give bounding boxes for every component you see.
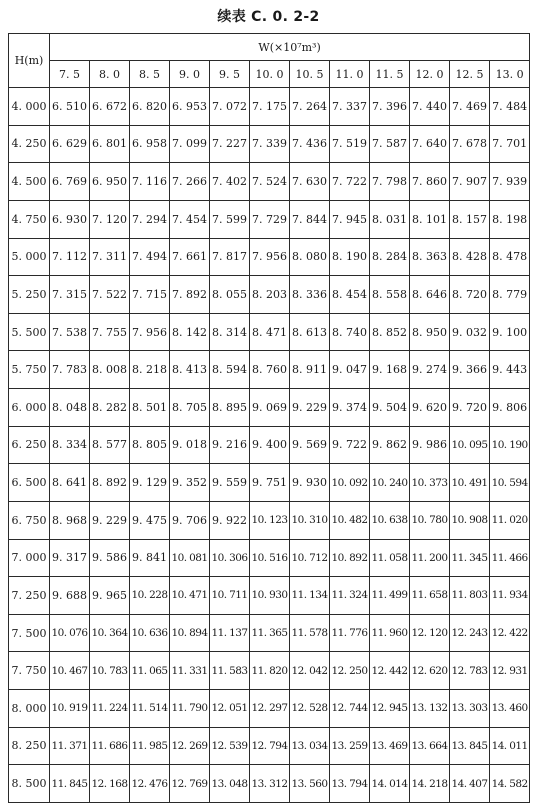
column-header: 8. 5 [130, 61, 170, 88]
row-label-h: 6. 250 [9, 426, 50, 464]
table-cell: 12. 783 [450, 652, 490, 690]
table-cell: 11. 845 [50, 765, 90, 803]
table-cell: 9. 720 [450, 389, 490, 427]
table-cell: 7. 315 [50, 276, 90, 314]
table-cell: 8. 101 [410, 200, 450, 238]
table-row [9, 351, 530, 389]
table-title: 续表 C. 0. 2-2 [217, 9, 320, 25]
row-label-h: 4. 000 [9, 88, 50, 126]
table-row [9, 652, 530, 690]
table-cell: 8. 336 [290, 276, 330, 314]
table-cell: 8. 740 [330, 313, 370, 351]
table-cell: 8. 760 [250, 351, 290, 389]
table-cell: 12. 794 [250, 727, 290, 765]
row-label-h: 6. 750 [9, 501, 50, 539]
table-cell: 6. 510 [50, 88, 90, 126]
row-label-h: 7. 000 [9, 539, 50, 577]
table-cell: 11. 776 [330, 614, 370, 652]
column-header: 9. 5 [210, 61, 250, 88]
table-cell: 10. 240 [370, 464, 410, 502]
table-cell: 8. 779 [490, 276, 530, 314]
table-cell: 12. 042 [290, 652, 330, 690]
table-cell: 7. 396 [370, 88, 410, 126]
row-label-h: 7. 250 [9, 577, 50, 615]
table-cell: 9. 374 [330, 389, 370, 427]
table-row [9, 614, 530, 652]
table-cell: 7. 402 [210, 163, 250, 201]
table-cell: 10. 594 [490, 464, 530, 502]
table-cell: 9. 688 [50, 577, 90, 615]
table-cell: 11. 058 [370, 539, 410, 577]
table-cell: 7. 072 [210, 88, 250, 126]
table-cell: 8. 911 [290, 351, 330, 389]
table-cell: 6. 672 [90, 88, 130, 126]
table-cell: 8. 055 [210, 276, 250, 314]
table-cell: 8. 471 [250, 313, 290, 351]
table-cell: 7. 844 [290, 200, 330, 238]
table-cell: 7. 701 [490, 125, 530, 163]
row-label-h: 6. 000 [9, 389, 50, 427]
table-cell: 6. 950 [90, 163, 130, 201]
table-cell: 7. 892 [170, 276, 210, 314]
table-cell: 9. 806 [490, 389, 530, 427]
table-cell: 8. 720 [450, 276, 490, 314]
table-cell: 11. 371 [50, 727, 90, 765]
table-cell: 10. 228 [130, 577, 170, 615]
table-cell: 11. 324 [330, 577, 370, 615]
table-cell: 13. 303 [450, 690, 490, 728]
table-cell: 8. 950 [410, 313, 450, 351]
table-cell: 10. 516 [250, 539, 290, 577]
table-cell: 10. 310 [290, 501, 330, 539]
table-row [9, 163, 530, 201]
table-cell: 12. 422 [490, 614, 530, 652]
table-cell: 9. 018 [170, 426, 210, 464]
table-cell: 14. 011 [490, 727, 530, 765]
table-cell: 9. 965 [90, 577, 130, 615]
table-cell: 7. 484 [490, 88, 530, 126]
table-cell: 13. 132 [410, 690, 450, 728]
table-cell: 9. 586 [90, 539, 130, 577]
column-header: 8. 0 [90, 61, 130, 88]
table-cell: 9. 352 [170, 464, 210, 502]
table-cell: 8. 190 [330, 238, 370, 276]
table-cell: 11. 134 [290, 577, 330, 615]
table-cell: 8. 594 [210, 351, 250, 389]
table-cell: 7. 120 [90, 200, 130, 238]
table-cell: 8. 892 [90, 464, 130, 502]
table-row [9, 577, 530, 615]
table-cell: 9. 216 [210, 426, 250, 464]
table-cell: 12. 243 [450, 614, 490, 652]
table-row [9, 238, 530, 276]
table-cell: 10. 711 [210, 577, 250, 615]
table-cell: 12. 620 [410, 652, 450, 690]
table-cell: 7. 524 [250, 163, 290, 201]
table-cell: 7. 099 [170, 125, 210, 163]
table-cell: 13. 845 [450, 727, 490, 765]
row-label-h: 8. 250 [9, 727, 50, 765]
table-cell: 12. 769 [170, 765, 210, 803]
table-cell: 8. 198 [490, 200, 530, 238]
column-group-header-w: W(×10⁷m³) [50, 34, 530, 61]
table-cell: 9. 047 [330, 351, 370, 389]
row-label-h: 8. 500 [9, 765, 50, 803]
row-label-h: 7. 500 [9, 614, 50, 652]
table-cell: 14. 582 [490, 765, 530, 803]
row-label-h: 4. 750 [9, 200, 50, 238]
table-cell: 9. 443 [490, 351, 530, 389]
table-cell: 10. 638 [370, 501, 410, 539]
table-cell: 9. 168 [370, 351, 410, 389]
table-cell: 10. 190 [490, 426, 530, 464]
table-cell: 8. 334 [50, 426, 90, 464]
table-cell: 13. 048 [210, 765, 250, 803]
table-cell: 9. 032 [450, 313, 490, 351]
table-cell: 7. 599 [210, 200, 250, 238]
row-header-h: H(m) [9, 34, 50, 88]
row-label-h: 5. 500 [9, 313, 50, 351]
table-cell: 7. 494 [130, 238, 170, 276]
table-cell: 7. 640 [410, 125, 450, 163]
table-cell: 8. 968 [50, 501, 90, 539]
table-cell: 10. 123 [250, 501, 290, 539]
table-cell: 9. 751 [250, 464, 290, 502]
table-cell: 9. 400 [250, 426, 290, 464]
table-cell: 7. 907 [450, 163, 490, 201]
table-row [9, 200, 530, 238]
table-cell: 9. 706 [170, 501, 210, 539]
table-row [9, 539, 530, 577]
table-cell: 12. 297 [250, 690, 290, 728]
table-cell: 11. 200 [410, 539, 450, 577]
table-cell: 9. 922 [210, 501, 250, 539]
data-table [8, 33, 530, 803]
table-cell: 8. 705 [170, 389, 210, 427]
column-header: 10. 0 [250, 61, 290, 88]
table-cell: 10. 482 [330, 501, 370, 539]
table-cell: 10. 780 [410, 501, 450, 539]
table-cell: 12. 476 [130, 765, 170, 803]
table-cell: 7. 678 [450, 125, 490, 163]
table-row [9, 765, 530, 803]
table-row [9, 88, 530, 126]
table-cell: 9. 229 [90, 501, 130, 539]
table-cell: 10. 894 [170, 614, 210, 652]
table-cell: 8. 454 [330, 276, 370, 314]
table-row [9, 464, 530, 502]
table-cell: 8. 613 [290, 313, 330, 351]
table-cell: 8. 282 [90, 389, 130, 427]
table-cell: 8. 157 [450, 200, 490, 238]
row-label-h: 7. 750 [9, 652, 50, 690]
table-cell: 9. 620 [410, 389, 450, 427]
table-row [9, 313, 530, 351]
table-cell: 12. 120 [410, 614, 450, 652]
table-cell: 6. 629 [50, 125, 90, 163]
table-cell: 7. 939 [490, 163, 530, 201]
table-cell: 14. 407 [450, 765, 490, 803]
table-cell: 7. 469 [450, 88, 490, 126]
table-cell: 7. 519 [330, 125, 370, 163]
table-cell: 10. 373 [410, 464, 450, 502]
table-cell: 10. 908 [450, 501, 490, 539]
table-cell: 9. 569 [290, 426, 330, 464]
row-label-h: 5. 750 [9, 351, 50, 389]
table-cell: 13. 259 [330, 727, 370, 765]
column-header: 11. 0 [330, 61, 370, 88]
table-cell: 8. 852 [370, 313, 410, 351]
table-cell: 13. 794 [330, 765, 370, 803]
table-cell: 10. 471 [170, 577, 210, 615]
table-cell: 8. 641 [50, 464, 90, 502]
table-cell: 8. 031 [370, 200, 410, 238]
table-row [9, 276, 530, 314]
table-cell: 8. 478 [490, 238, 530, 276]
column-header: 10. 5 [290, 61, 330, 88]
column-header: 12. 0 [410, 61, 450, 88]
table-cell: 6. 953 [170, 88, 210, 126]
table-cell: 9. 930 [290, 464, 330, 502]
column-header: 11. 5 [370, 61, 410, 88]
table-cell: 7. 945 [330, 200, 370, 238]
table-cell: 7. 798 [370, 163, 410, 201]
table-cell: 12. 528 [290, 690, 330, 728]
table-cell: 9. 475 [130, 501, 170, 539]
table-cell: 9. 504 [370, 389, 410, 427]
table-cell: 11. 224 [90, 690, 130, 728]
table-cell: 12. 442 [370, 652, 410, 690]
table-cell: 7. 436 [290, 125, 330, 163]
table-cell: 7. 729 [250, 200, 290, 238]
table-cell: 12. 168 [90, 765, 130, 803]
table-cell: 7. 440 [410, 88, 450, 126]
table-cell: 12. 539 [210, 727, 250, 765]
table-cell: 7. 227 [210, 125, 250, 163]
table-cell: 10. 076 [50, 614, 90, 652]
table-cell: 12. 250 [330, 652, 370, 690]
table-cell: 8. 428 [450, 238, 490, 276]
table-cell: 11. 466 [490, 539, 530, 577]
table-cell: 7. 454 [170, 200, 210, 238]
table-cell: 12. 931 [490, 652, 530, 690]
table-cell: 8. 558 [370, 276, 410, 314]
table-cell: 13. 469 [370, 727, 410, 765]
table-cell: 8. 501 [130, 389, 170, 427]
table-cell: 8. 080 [290, 238, 330, 276]
table-cell: 7. 817 [210, 238, 250, 276]
table-cell: 7. 311 [90, 238, 130, 276]
table-cell: 9. 986 [410, 426, 450, 464]
table-cell: 7. 116 [130, 163, 170, 201]
table-cell: 11. 790 [170, 690, 210, 728]
table-cell: 11. 803 [450, 577, 490, 615]
table-cell: 13. 312 [250, 765, 290, 803]
table-cell: 8. 363 [410, 238, 450, 276]
row-label-h: 4. 500 [9, 163, 50, 201]
table-cell: 8. 805 [130, 426, 170, 464]
table-cell: 11. 514 [130, 690, 170, 728]
table-cell: 9. 069 [250, 389, 290, 427]
table-cell: 9. 722 [330, 426, 370, 464]
table-row [9, 125, 530, 163]
table-cell: 7. 264 [290, 88, 330, 126]
column-header-row [9, 61, 530, 88]
table-cell: 7. 339 [250, 125, 290, 163]
table-cell: 7. 755 [90, 313, 130, 351]
table-cell: 9. 100 [490, 313, 530, 351]
table-cell: 9. 317 [50, 539, 90, 577]
row-label-h: 5. 250 [9, 276, 50, 314]
table-cell: 7. 630 [290, 163, 330, 201]
table-cell: 10. 930 [250, 577, 290, 615]
column-header: 7. 5 [50, 61, 90, 88]
table-cell: 11. 658 [410, 577, 450, 615]
table-cell: 8. 284 [370, 238, 410, 276]
column-header: 9. 0 [170, 61, 210, 88]
table-cell: 8. 413 [170, 351, 210, 389]
table-cell: 11. 365 [250, 614, 290, 652]
table-cell: 10. 095 [450, 426, 490, 464]
table-cell: 8. 008 [90, 351, 130, 389]
table-cell: 7. 956 [250, 238, 290, 276]
table-cell: 12. 744 [330, 690, 370, 728]
table-cell: 10. 892 [330, 539, 370, 577]
column-header: 12. 5 [450, 61, 490, 88]
table-cell: 9. 274 [410, 351, 450, 389]
column-header: 13. 0 [490, 61, 530, 88]
table-cell: 6. 930 [50, 200, 90, 238]
row-label-h: 6. 500 [9, 464, 50, 502]
table-cell: 8. 895 [210, 389, 250, 427]
table-row [9, 426, 530, 464]
table-cell: 6. 769 [50, 163, 90, 201]
table-cell: 13. 034 [290, 727, 330, 765]
table-cell: 8. 577 [90, 426, 130, 464]
table-cell: 6. 958 [130, 125, 170, 163]
table-cell: 7. 661 [170, 238, 210, 276]
table-cell: 11. 578 [290, 614, 330, 652]
table-cell: 6. 801 [90, 125, 130, 163]
table-cell: 14. 014 [370, 765, 410, 803]
table-cell: 10. 364 [90, 614, 130, 652]
table-cell: 8. 218 [130, 351, 170, 389]
table-cell: 7. 587 [370, 125, 410, 163]
table-cell: 11. 331 [170, 652, 210, 690]
table-cell: 12. 269 [170, 727, 210, 765]
table-cell: 13. 560 [290, 765, 330, 803]
table-cell: 12. 051 [210, 690, 250, 728]
table-cell: 11. 065 [130, 652, 170, 690]
table-cell: 7. 715 [130, 276, 170, 314]
table-cell: 7. 783 [50, 351, 90, 389]
table-cell: 10. 467 [50, 652, 90, 690]
table-row [9, 690, 530, 728]
row-label-h: 4. 250 [9, 125, 50, 163]
table-cell: 11. 960 [370, 614, 410, 652]
table-cell: 8. 048 [50, 389, 90, 427]
table-cell: 7. 522 [90, 276, 130, 314]
table-cell: 7. 538 [50, 313, 90, 351]
table-cell: 7. 175 [250, 88, 290, 126]
table-cell: 7. 266 [170, 163, 210, 201]
table-cell: 11. 686 [90, 727, 130, 765]
table-cell: 8. 314 [210, 313, 250, 351]
table-cell: 7. 956 [130, 313, 170, 351]
table-row [9, 389, 530, 427]
table-cell: 7. 112 [50, 238, 90, 276]
table-body [9, 88, 530, 803]
row-label-h: 8. 000 [9, 690, 50, 728]
table-cell: 9. 841 [130, 539, 170, 577]
table-cell: 10. 306 [210, 539, 250, 577]
table-cell: 8. 203 [250, 276, 290, 314]
table-cell: 14. 218 [410, 765, 450, 803]
table-row [9, 727, 530, 765]
table-cell: 11. 934 [490, 577, 530, 615]
table-cell: 10. 783 [90, 652, 130, 690]
table-cell: 8. 646 [410, 276, 450, 314]
table-cell: 13. 460 [490, 690, 530, 728]
table-cell: 11. 137 [210, 614, 250, 652]
table-cell: 10. 491 [450, 464, 490, 502]
table-cell: 11. 345 [450, 539, 490, 577]
table-cell: 10. 092 [330, 464, 370, 502]
table-row [9, 501, 530, 539]
table-cell: 11. 499 [370, 577, 410, 615]
row-label-h: 5. 000 [9, 238, 50, 276]
table-cell: 8. 142 [170, 313, 210, 351]
table-cell: 11. 820 [250, 652, 290, 690]
table-cell: 9. 862 [370, 426, 410, 464]
table-cell: 6. 820 [130, 88, 170, 126]
table-cell: 12. 945 [370, 690, 410, 728]
table-cell: 7. 722 [330, 163, 370, 201]
table-cell: 10. 919 [50, 690, 90, 728]
table-cell: 7. 337 [330, 88, 370, 126]
table-cell: 11. 020 [490, 501, 530, 539]
table-cell: 10. 636 [130, 614, 170, 652]
table-cell: 7. 860 [410, 163, 450, 201]
table-cell: 9. 129 [130, 464, 170, 502]
table-cell: 11. 583 [210, 652, 250, 690]
table-cell: 7. 294 [130, 200, 170, 238]
table-cell: 10. 712 [290, 539, 330, 577]
table-cell: 9. 229 [290, 389, 330, 427]
table-cell: 10. 081 [170, 539, 210, 577]
table-cell: 9. 366 [450, 351, 490, 389]
table-cell: 11. 985 [130, 727, 170, 765]
table-cell: 9. 559 [210, 464, 250, 502]
table-cell: 13. 664 [410, 727, 450, 765]
